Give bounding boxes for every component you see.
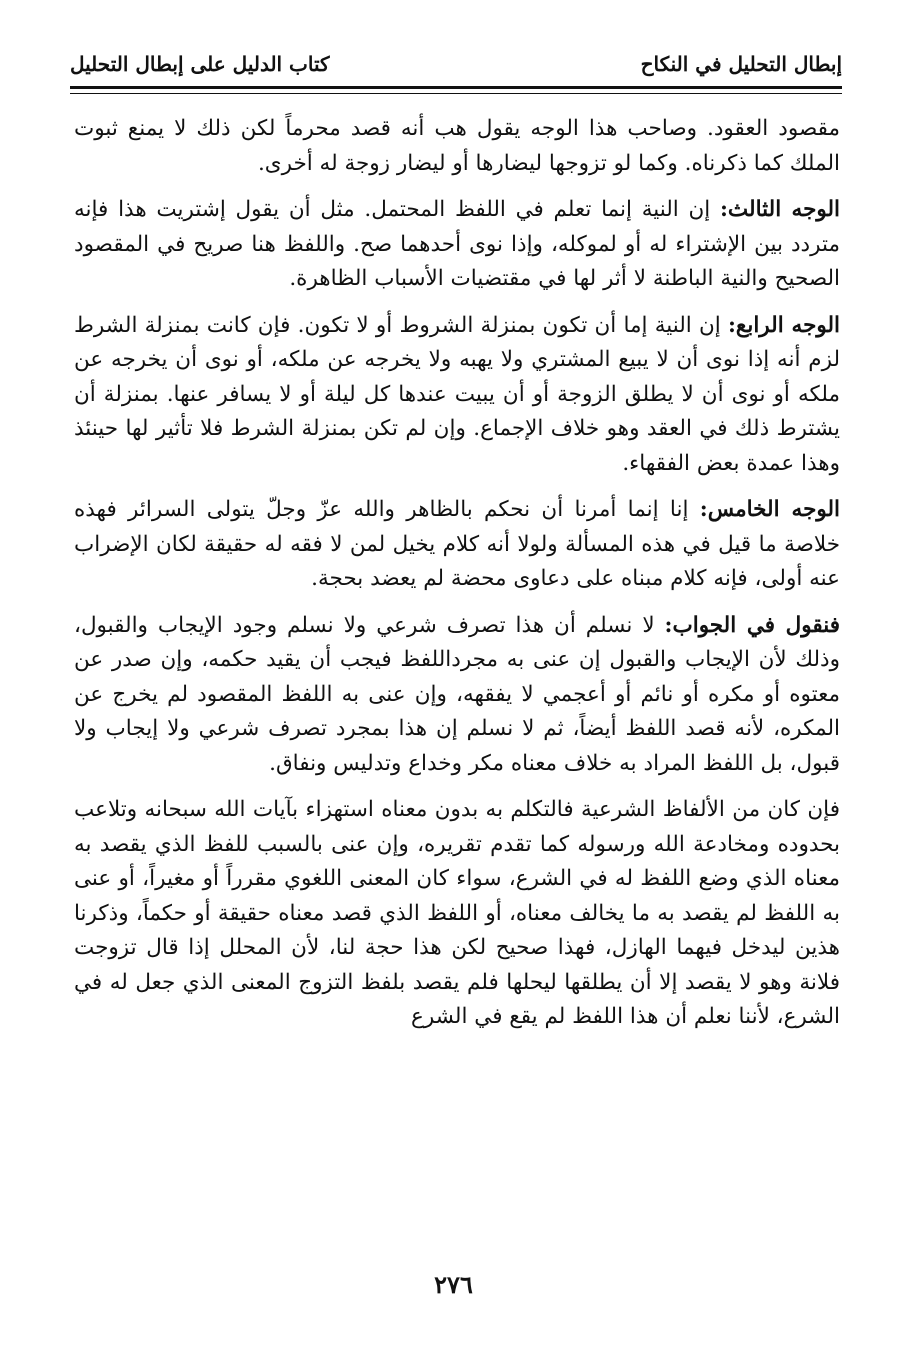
header-thick-rule <box>70 86 842 89</box>
paragraph-lead: الوجه الثالث: <box>720 197 840 222</box>
paragraph-text: مقصود العقود. وصاحب هذا الوجه يقول هب أنه قصد محرماً لكن ذلك لا يمنع ثبوت الملك كما ذكرناه. وكما لو تزوجها ليضارها أو ليضار زوجة له أخرى. <box>74 116 840 176</box>
paragraph-lead: الوجه الرابع: <box>727 312 840 338</box>
paragraph-text: إن النية إنما تعلم في اللفظ المحتمل. مثل أن يقول إشتريت هذا فإنه متردد بين الإشتراء له أو لموكله، وإذا نوى أحدهما صح. واللفظ هنا صريح في المقصود الصحيح والنية الباطنة لا أثر لها في مقتضيات الأسباب الظاهرة. <box>74 197 840 291</box>
paragraph-lead: فنقول في الجواب: <box>664 612 840 638</box>
paragraph-text: لا نسلم أن هذا تصرف شرعي ولا نسلم وجود الإيجاب والقبول، وذلك لأن الإيجاب والقبول إن عنى به مجرداللفظ فيجب أن يقيد حكمه، وإن صدر عن معتوه أو مكره أو نائم أو أعجمي لا يفقهه، وإن عنى به اللفظ المقصود لم يخرج عن المكره، لأنه قصد اللفظ أيضاً، ثم لا نسلم إن هذا بمجرد تصرف شرعي ولا إيجاب ولا قبول، بل اللفظ المراد به خلاف معناه مكر وخداع وتدليس ونفاق. <box>74 612 840 776</box>
paragraph-2 <box>74 193 840 297</box>
paragraph-lead: الوجه الخامس: <box>699 497 840 522</box>
paragraph-6 <box>74 793 840 1035</box>
paragraph-5 <box>74 609 840 782</box>
paragraph-3 <box>74 309 840 482</box>
running-header <box>70 44 842 84</box>
paragraph-4 <box>74 493 840 597</box>
header-chapter-title: إبطال التحليل في النكاح <box>640 52 842 76</box>
page-body <box>74 112 840 1047</box>
header-book-title: كتاب الدليل على إبطال التحليل <box>70 52 330 76</box>
paragraph-text: إنا إنما أمرنا أن نحكم بالظاهر والله عزّ وجلّ يتولى السرائر فهذه خلاصة ما قيل في هذه المسألة ولولا أنه كلام يخيل لمن لا فقه له حقيقة لكان الإضراب عنه أولى، فإنه كلام مبناه على دعاوى محضة لم يعضد بحجة. <box>74 497 840 591</box>
paragraph-text: فإن كان من الألفاظ الشرعية فالتكلم به بدون معناه استهزاء بآيات الله سبحانه وتلاعب بحدوده ومخادعة الله ورسوله كما تقدم تقريره، وإن عنى بالسبب للفظ الذي يقصد به معناه الذي وضع اللفظ له في الشرع، سواء كان المعنى اللغوي مقرراً أو مغيراً، أو عنى به اللفظ لم يقصد به ما يخالف معناه، أو اللفظ الذي قصد معناه حقيقة أو حكماً، وذكرنا هذين ليدخل فيهما الهازل، فهذا صحيح لكن هذا حجة لنا، لأن المحلل إذا قال تزوجت فلانة وهو لا يقصد إلا أن يطلقها ليحلها فلم يقصد بلفظ التزوج المعنى الذي جعل له في الشرع، لأننا نعلم أن هذا اللفظ لم يقع في الشرع <box>74 797 840 1029</box>
page-number: ٢٧٦ <box>434 1270 473 1299</box>
header-thin-rule <box>70 93 842 94</box>
paragraph-text: إن النية إما أن تكون بمنزلة الشروط أو لا تكون. فإن كانت بمنزلة الشرط لزم أنه إذا نوى أن لا يبيع المشتري ولا يهبه ولا يخرجه عن ملكه، أو نوى أن يخرجه عن ملكه أو نوى أن لا يطلق الزوجة أو أن يبيت عندها كل ليلة أو لا يسافر عنها. بمنزلة أن يشترط ذلك في العقد وهو خلاف الإجماع. وإن لم تكن بمنزلة الشرط فلا تأثير لها حينئذ وهذا عمدة بعض الفقهاء. <box>74 312 840 476</box>
paragraph-1 <box>74 112 840 181</box>
